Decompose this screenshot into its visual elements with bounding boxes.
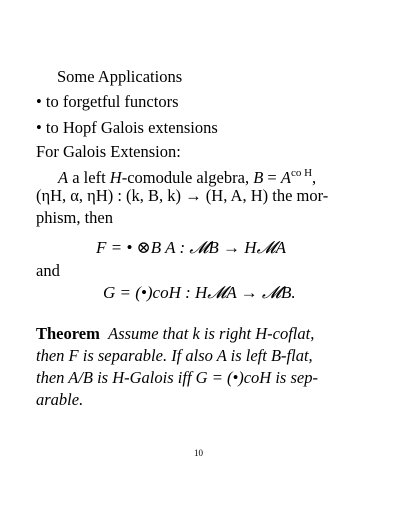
- comma: ,: [312, 168, 317, 187]
- text: a left: [68, 168, 110, 187]
- var-h: H: [109, 168, 122, 187]
- theorem-line-2: then F is separable. If also A is left B-flat,: [36, 346, 313, 365]
- formula-f: F = • ⊗B A : 𝓜B → H𝓜A: [96, 238, 286, 257]
- and-text: and: [36, 261, 60, 280]
- bullet-item-1: [36, 92, 179, 112]
- section-title: For Galois Extension:: [36, 142, 181, 161]
- bullet-item-2: [36, 118, 218, 138]
- paragraph-line-2: (ηH, α, ηH) : (k, B, k) → (H, A, H) the mor-: [36, 186, 329, 205]
- bullet-icon: •: [36, 118, 42, 137]
- bullet-text: to Hopf Galois extensions: [45, 118, 218, 137]
- var-a2: A: [280, 168, 291, 187]
- theorem-line-4: arable.: [36, 390, 84, 409]
- formula-g: G = (•)coH : H𝓜A → 𝓜B.: [103, 283, 296, 302]
- paragraph-line-1: [58, 163, 316, 188]
- paragraph-line-3: phism, then: [36, 208, 113, 227]
- theorem-text: Assume that k is right H-coflat,: [108, 324, 315, 343]
- text: -comodule algebra,: [121, 168, 254, 187]
- page-number: 10: [194, 448, 203, 458]
- equals: =: [263, 168, 281, 187]
- theorem-label: Theorem: [36, 324, 100, 343]
- heading: Some Applications: [57, 67, 183, 86]
- coinvariant-superscript: co H: [290, 167, 313, 179]
- var-b: B: [253, 168, 264, 187]
- theorem-line-1: [36, 324, 314, 344]
- bullet-text: to forgetful functors: [45, 92, 179, 111]
- theorem-line-3: then A/B is H-Galois iff G = (•)coH is sep-: [36, 368, 318, 387]
- var-a: A: [58, 168, 69, 187]
- bullet-icon: •: [36, 92, 42, 111]
